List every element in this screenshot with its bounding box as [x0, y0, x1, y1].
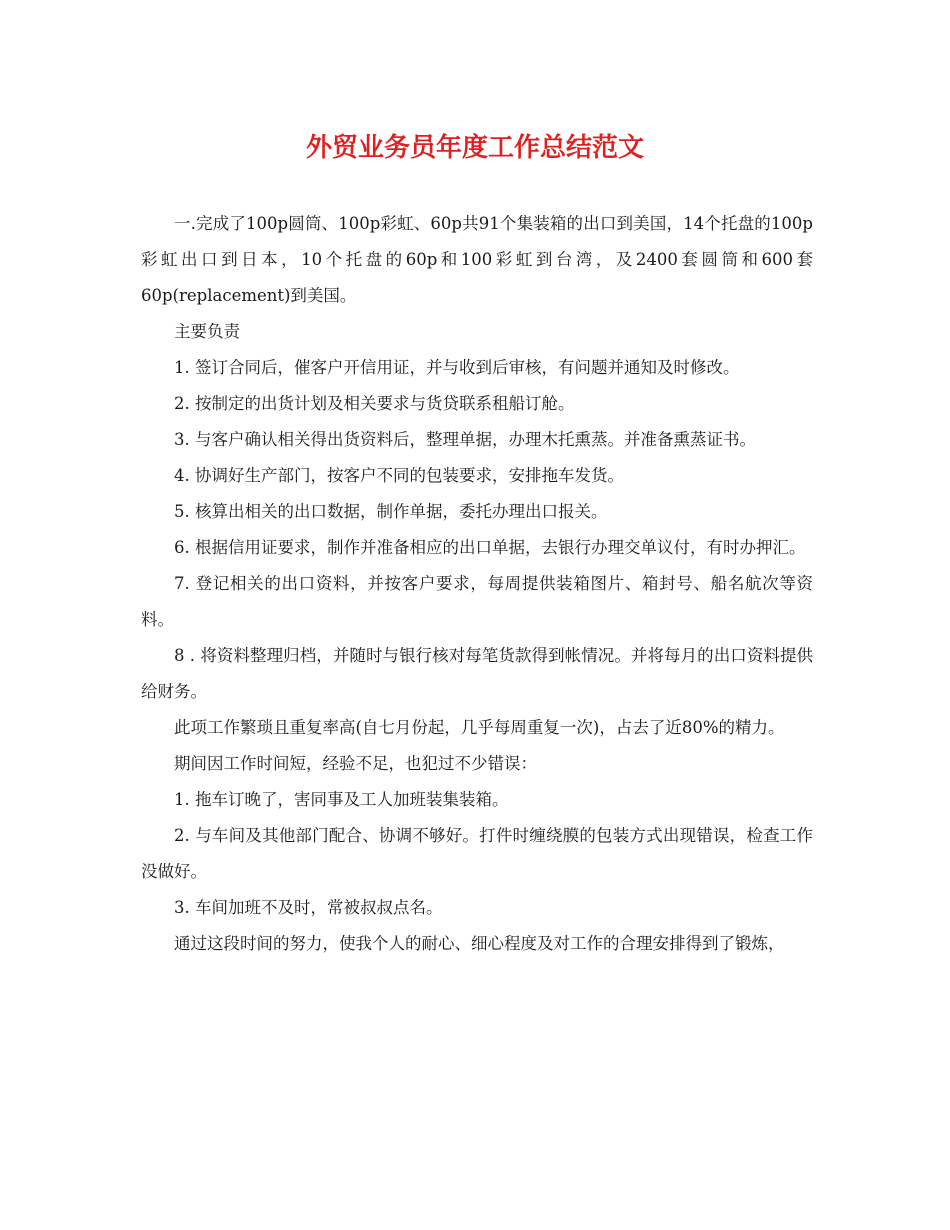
paragraph-1: 一.完成了100p圆筒、100p彩虹、60p共91个集装箱的出口到美国，14个托盘的100p彩虹出口到日本，10个托盘的60p和100彩虹到台湾，及2400套圆筒和600套60p(replacement)到美国。 [141, 214, 813, 305]
paragraph-13: 1. 拖车订晚了，害同事及工人加班装集装箱。 [174, 790, 509, 809]
document-title: 外贸业务员年度工作总结范文 [305, 133, 644, 163]
paragraph-7: 5. 核算出相关的出口数据，制作单据，委托办理出口报关。 [174, 502, 608, 521]
paragraph-10: 8 . 将资料整理归档，并随时与银行核对每笔货款得到帐情况。并将每月的出口资料提供给财务。 [141, 646, 813, 701]
paragraph-16: 通过这段时间的努力，使我个人的耐心、细心程度及对工作的合理安排得到了锻炼， [174, 934, 785, 953]
paragraph-8: 6. 根据信用证要求，制作并准备相应的出口单据，去银行办理交单议付，有时办押汇。 [174, 538, 806, 557]
paragraph-11: 此项工作繁琐且重复率高(自七月份起，几乎每周重复一次)，占去了近80%的精力。 [174, 718, 785, 737]
paragraph-12: 期间因工作时间短，经验不足，也犯过不少错误： [174, 754, 537, 773]
paragraph-14: 2. 与车间及其他部门配合、协调不够好。打件时缠绕膜的包装方式出现错误，检查工作没做好。 [141, 826, 813, 881]
paragraph-4: 2. 按制定的出货计划及相关要求与货贷联系租船订舱。 [174, 394, 575, 413]
paragraph-15: 3. 车间加班不及时，常被叔叔点名。 [174, 898, 443, 917]
paragraph-9: 7. 登记相关的出口资料，并按客户要求，每周提供装箱图片、箱封号、船名航次等资料。 [141, 574, 813, 629]
paragraph-5: 3. 与客户确认相关得出货资料后，整理单据，办理木托熏蒸。并准备熏蒸证书。 [174, 430, 756, 449]
paragraph-6: 4. 协调好生产部门，按客户不同的包装要求，安排拖车发货。 [174, 466, 624, 485]
paragraph-3: 1. 签订合同后，催客户开信用证，并与收到后审核，有问题并通知及时修改。 [174, 358, 740, 377]
document-body [141, 206, 813, 962]
paragraph-2: 主要负责 [174, 322, 240, 341]
